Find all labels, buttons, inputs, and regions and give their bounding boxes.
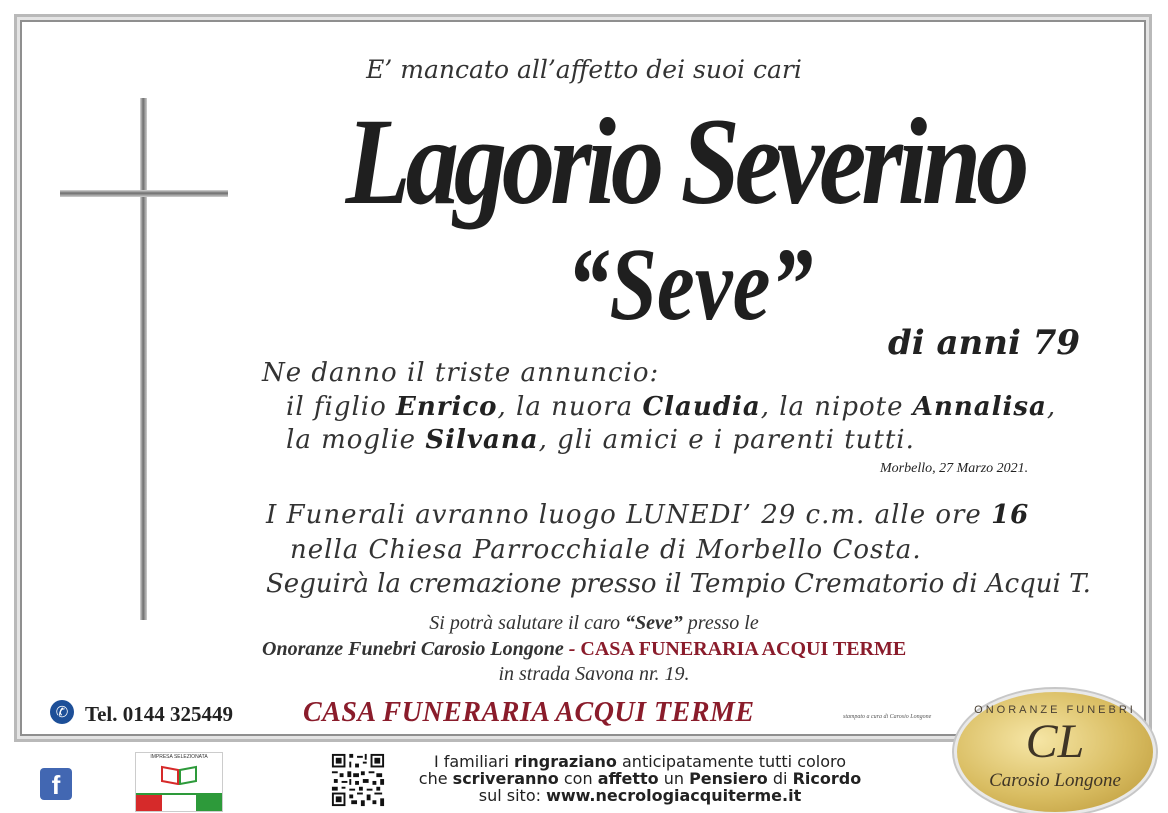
casa-funeraria-label: CASA FUNERARIA ACQUI TERME: [303, 697, 755, 728]
badge-bottom-text: Carosio Longone: [989, 770, 1121, 791]
family-member-name: Enrico: [396, 392, 498, 422]
selected-company-logo: [135, 752, 223, 812]
logo-strip: [136, 795, 222, 811]
book-icon: [160, 763, 198, 785]
facebook-icon[interactable]: f: [40, 768, 72, 800]
thanks-line-1: I familiari ringraziano anticipatamente tutti coloro: [433, 752, 847, 771]
deceased-age: di anni 79: [888, 323, 1081, 363]
thanks-line-3: sul sito: www.necrologiacquiterme.it: [478, 786, 802, 805]
badge-top-text: ONORANZE FUNEBRI: [974, 704, 1136, 716]
family-line-2: la moglie Silvana, gli amici e i parenti tutti.: [286, 425, 915, 455]
funeral-line-1: I Funerali avranno luogo LUNEDI’ 29 c.m. alle ore 16: [266, 500, 1030, 530]
thanks-line-2: che scriveranno con affetto un Pensiero di Ricordo: [418, 769, 862, 788]
greeting-line-1: Si potrà salutare il caro “Seve” presso le: [429, 612, 759, 634]
funeral-line-2: nella Chiesa Parrocchiale di Morbello Costa.: [290, 535, 922, 565]
deceased-nickname: “Seve”: [566, 227, 814, 342]
family-line-1: il figlio Enrico, la nuora Claudia, la nipote Annalisa,: [286, 392, 1057, 422]
family-member-name: Annalisa: [912, 392, 1047, 422]
cross-bar: [60, 190, 228, 197]
greeting-line-2: Onoranze Funebri Carosio Longone - CASA FUNERARIA ACQUI TERME: [262, 638, 907, 660]
funeral-line-3: Seguirà la cremazione presso il Tempio Crematorio di Acqui T.: [266, 569, 1091, 599]
website-link[interactable]: www.necrologiacquiterme.it: [546, 786, 802, 805]
deceased-name: Lagorio Severino: [345, 93, 1025, 230]
family-member-name: Silvana: [425, 425, 539, 455]
phone-icon: ✆: [50, 700, 74, 724]
cross-icon: [140, 98, 147, 620]
phone-number: Tel. 0144 325449: [85, 702, 233, 726]
qr-code-icon[interactable]: [330, 752, 386, 808]
announce-line: Ne danno il triste annuncio:: [262, 358, 660, 388]
print-note: stampato a cura di Carosio Longone: [843, 714, 932, 720]
funeral-home-badge: [957, 692, 1153, 812]
intro-text: E’ mancato all’affetto dei suoi cari: [366, 55, 802, 84]
place-date: Morbello, 27 Marzo 2021.: [880, 461, 1029, 476]
logo-caption: IMPRESA SELEZIONATA: [150, 754, 208, 760]
thanks-message: [405, 753, 875, 804]
funeral-hour: 16: [991, 500, 1030, 530]
greeting-line-3: in strada Savona nr. 19.: [498, 663, 690, 685]
family-member-name: Claudia: [642, 392, 761, 422]
badge-initials: CL: [1025, 715, 1085, 768]
greeting-nickname: “Seve”: [625, 612, 683, 634]
